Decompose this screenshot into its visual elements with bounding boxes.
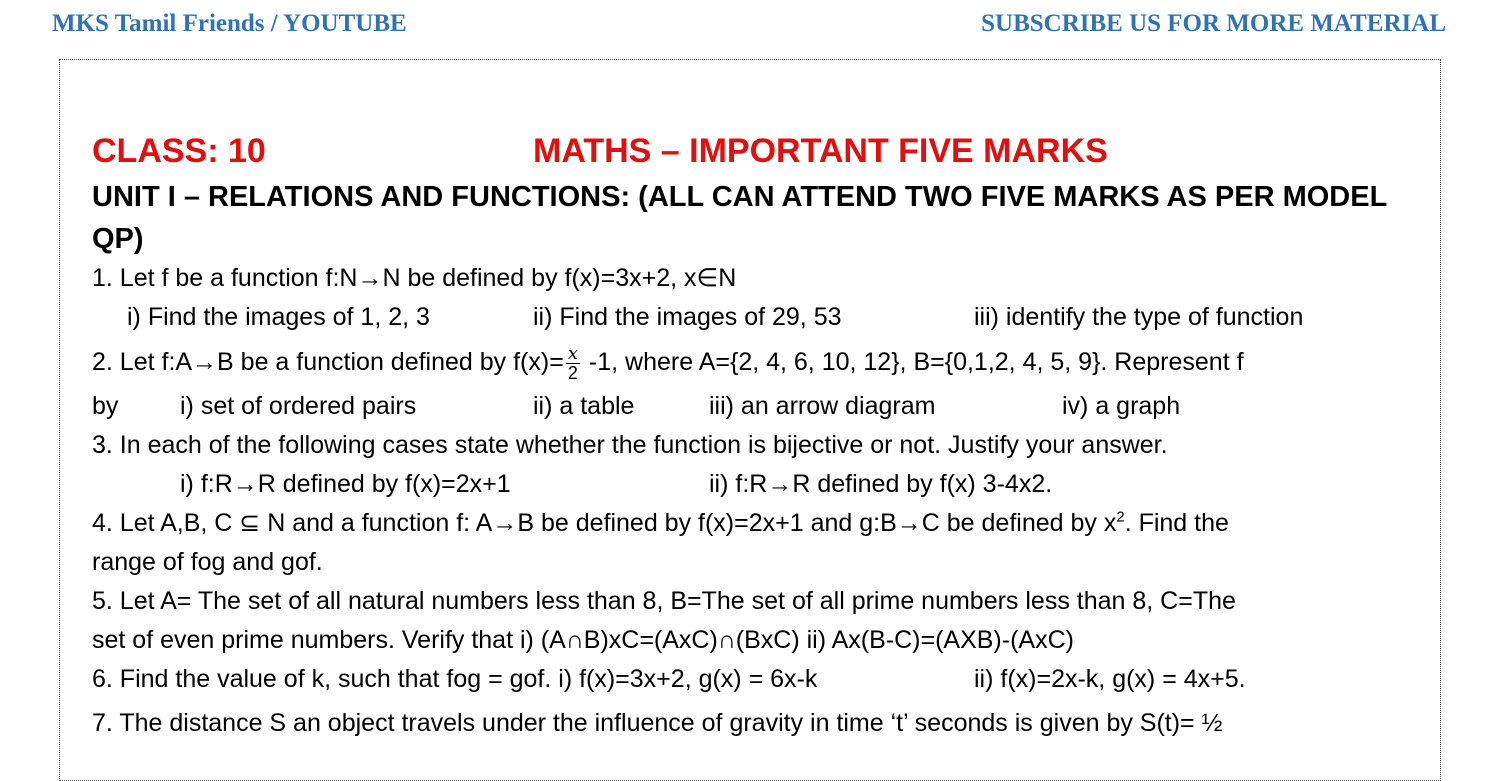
q1-part-iii: iii) identify the type of function (974, 303, 1304, 331)
q3-part-ii: ii) f:R→R defined by f(x) 3-4x2. (709, 470, 1053, 498)
class-label: CLASS: 10 (92, 132, 266, 170)
question-1: 1. Let f be a function f:N→N be defined by f(x)=3x+2, x∈N (92, 264, 737, 292)
q2-part-iv: iv) a graph (1062, 392, 1181, 420)
q3-part-i: i) f:R→R defined by f(x)=2x+1 (180, 470, 511, 498)
q2-part-iii: iii) an arrow diagram (709, 392, 936, 420)
question-5-line-1: 5. Let A= The set of all natural numbers less than 8, B=The set of all prime numbers less than 8, C=The (92, 587, 1236, 615)
q2-part-ii: ii) a table (533, 392, 635, 420)
question-7-line-1: 7. The distance S an object travels under the influence of gravity in time ‘t’ seconds is given by S(t)= ½ (92, 709, 1223, 737)
question-6 (92, 660, 1417, 699)
q4-text-after: . Find the (1124, 509, 1229, 537)
title-row (92, 128, 1417, 176)
channel-name: MKS Tamil Friends / YOUTUBE (52, 10, 407, 37)
question-2-parts (92, 387, 1417, 426)
unit-heading-line-2: QP) (92, 223, 144, 255)
page-header (0, 10, 1500, 44)
q1-part-i: i) Find the images of 1, 2, 3 (127, 303, 430, 331)
question-3: 3. In each of the following cases state whether the function is bijective or not. Justify your answer. (92, 431, 1168, 459)
document-body (92, 128, 1417, 743)
question-3-parts (92, 465, 1417, 504)
subscribe-banner: SUBSCRIBE US FOR MORE MATERIAL (981, 10, 1446, 37)
q2-text-after: -1, where A={2, 4, 6, 10, 12}, B={0,1,2, 4, 5, 9}. Represent f (581, 348, 1244, 376)
question-2 (92, 337, 1417, 387)
question-5-line-2: set of even prime numbers. Verify that i) (A∩B)xC=(AxC)∩(BxC) ii) Ax(B-C)=(AXB)-(AxC) (92, 626, 1074, 654)
q4-exponent: 2 (1116, 508, 1125, 526)
q2-text-before: 2. Let f:A→B be a function defined by f(x)= (92, 348, 564, 376)
question-1-parts (92, 298, 1417, 337)
q2-fraction-numerator: x (567, 342, 578, 364)
q2-part-i: i) set of ordered pairs (180, 392, 417, 420)
question-4-line-1 (92, 504, 1417, 543)
q6-part-i: 6. Find the value of k, such that fog = gof. i) f(x)=3x+2, g(x) = 6x-k (92, 665, 818, 693)
unit-heading-line-1: UNIT I – RELATIONS AND FUNCTIONS: (ALL CAN ATTEND TWO FIVE MARKS AS PER MODEL (92, 181, 1388, 213)
q1-part-ii: ii) Find the images of 29, 53 (533, 303, 842, 331)
q4-text-before: 4. Let A,B, C ⊆ N and a function f: A→B be defined by f(x)=2x+1 and g:B→C be defined by x (92, 509, 1117, 537)
q2-by: by (92, 392, 119, 420)
q2-fraction (566, 342, 580, 383)
q6-part-ii: ii) f(x)=2x-k, g(x) = 4x+5. (974, 665, 1246, 693)
page-title: MATHS – IMPORTANT FIVE MARKS (533, 132, 1108, 170)
q2-fraction-denominator: 2 (567, 362, 578, 383)
question-4-line-2: range of fog and gof. (92, 548, 323, 576)
